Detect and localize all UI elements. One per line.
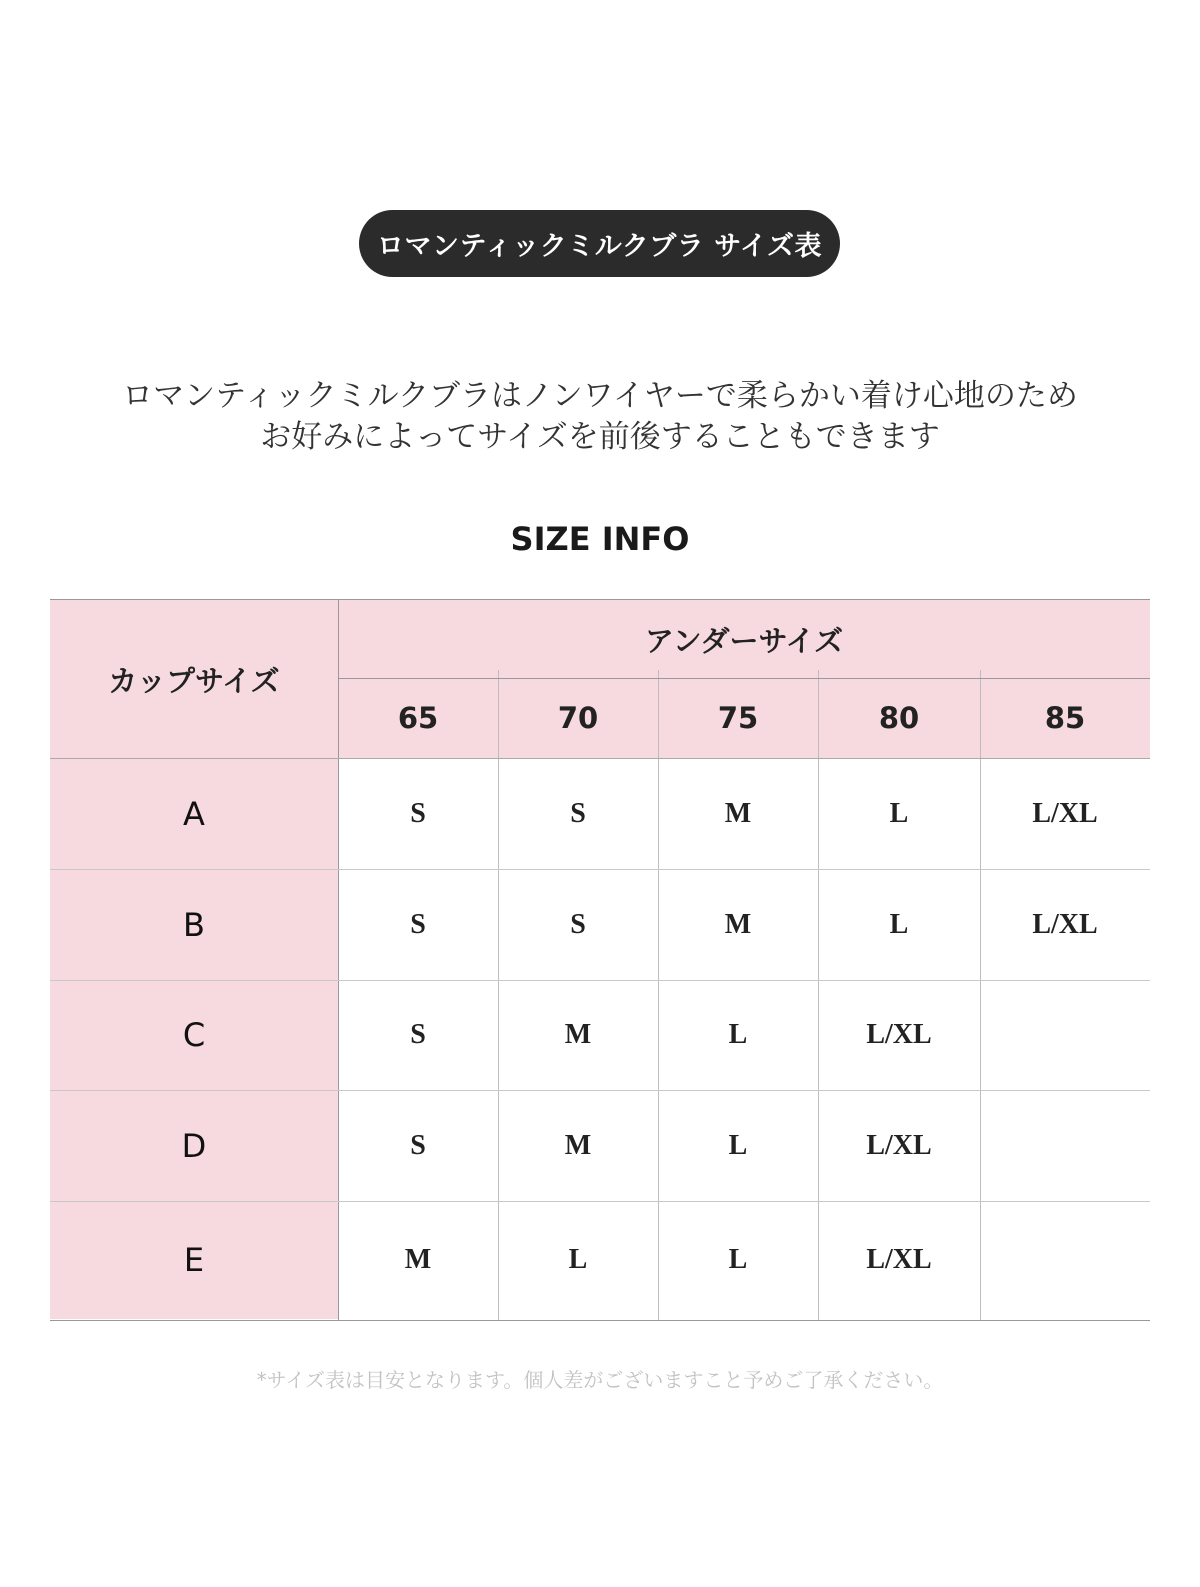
size-cell: S [410,797,426,829]
size-cell: L [889,797,909,829]
column-divider [818,670,819,1320]
size-cell: L/XL [1032,797,1098,829]
cup-label: C [50,980,338,1090]
row-divider [50,980,1150,981]
size-cell: L [728,1129,748,1161]
size-cell: L [889,908,909,940]
size-table [50,599,1150,1321]
size-cell: L/XL [1032,908,1098,940]
size-cell: L [568,1244,588,1275]
column-divider [658,670,659,1320]
size-cell: L [728,1244,748,1275]
size-cell: S [410,1019,426,1050]
row-divider [50,1090,1150,1091]
size-cell: S [570,797,586,829]
size-cell: M [564,1019,592,1050]
size-cell: S [570,908,586,940]
description-line: ロマンティックミルクブラはノンワイヤーで柔らかい着け心地のため [122,378,1078,414]
row-divider [50,1201,1150,1202]
column-divider [338,600,339,1320]
cup-label: E [50,1201,338,1319]
size-cell: L/XL [866,1019,932,1050]
size-cell [980,1201,1150,1319]
under-size-col: 85 [980,678,1150,758]
description-line: お好みによってサイズを前後することもできます [260,419,940,455]
under-size-col: 75 [658,678,818,758]
row-divider [338,678,1150,679]
row-divider [50,758,1150,759]
description [0,376,1200,458]
size-cell: L/XL [866,1129,932,1161]
page-title: ロマンティックミルクブラ サイズ表 [359,210,840,277]
size-cell: M [724,908,752,940]
under-size-header: アンダーサイズ [338,600,1150,678]
size-cell: M [564,1129,592,1161]
under-size-col: 65 [338,678,498,758]
under-size-col: 80 [818,678,980,758]
size-cell: S [410,1129,426,1161]
cup-label: D [50,1090,338,1201]
cup-label: B [50,869,338,980]
size-cell [980,1090,1150,1201]
size-cell: L [728,1019,748,1050]
cup-size-header: カップサイズ [50,600,338,758]
size-cell: S [410,908,426,940]
size-cell [980,980,1150,1090]
under-size-col: 70 [498,678,658,758]
row-divider [50,869,1150,870]
cup-label: A [50,758,338,869]
size-cell: M [404,1244,432,1275]
section-title: SIZE INFO [510,520,690,558]
size-cell: L/XL [866,1244,932,1275]
column-divider [498,670,499,1320]
size-cell: M [724,797,752,829]
column-divider [980,670,981,1320]
disclaimer-note: *サイズ表は目安となります。個人差がございますこと予めご了承ください。 [256,1368,944,1392]
